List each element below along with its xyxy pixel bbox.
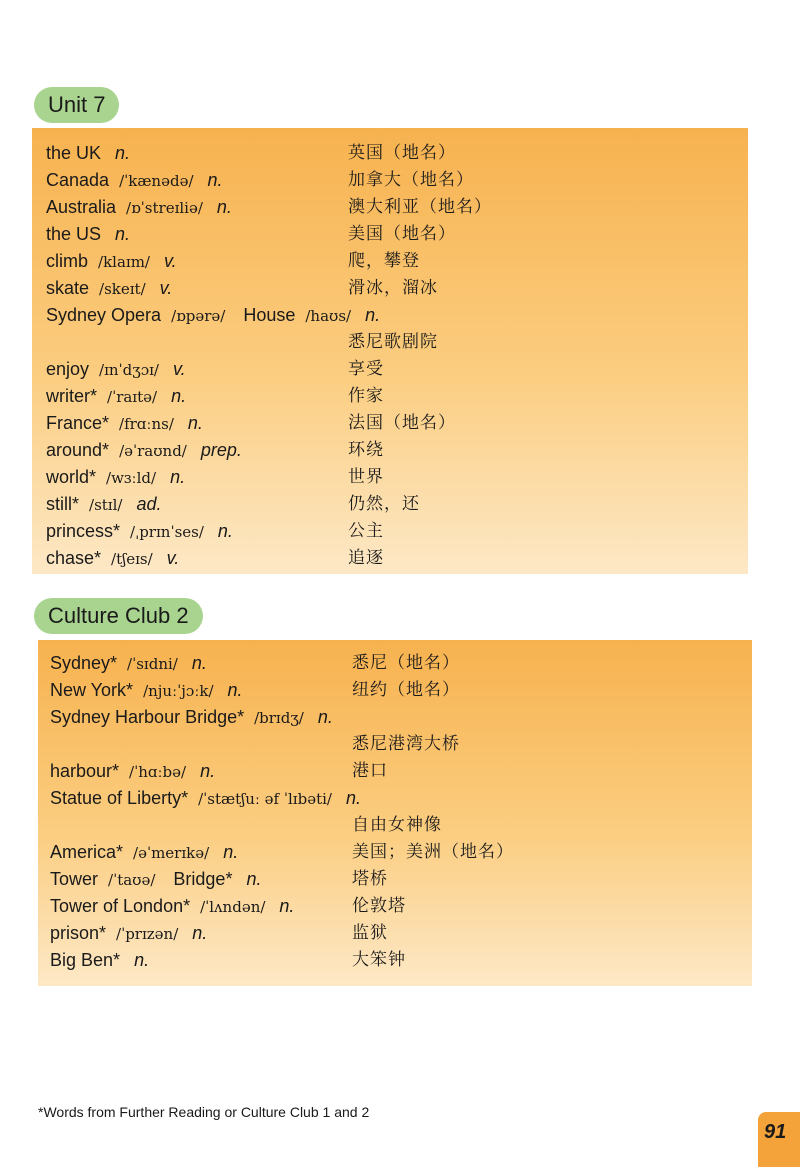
vocab-row (32, 518, 748, 545)
vocab-english (46, 221, 130, 248)
vocab-word: Tower of London* (50, 896, 191, 916)
vocab-english (50, 893, 294, 921)
vocab-chinese: 作家 (348, 386, 384, 406)
vocab-phonetic: /ˈraɪtə/ (107, 388, 158, 406)
vocab-chinese: 美国（地名） (348, 224, 456, 244)
vocab-phonetic: /ˌprɪnˈses/ (130, 523, 204, 541)
vocab-english (50, 650, 207, 678)
vocab-part-of-speech: n. (187, 413, 203, 433)
vocab-row (38, 704, 752, 754)
vocab-word: prison* (50, 923, 107, 943)
vocab-word: Sydney Harbour Bridge* (50, 707, 245, 727)
vocab-part-of-speech: n. (223, 842, 239, 862)
vocab-phonetic: /skeɪt/ (99, 280, 146, 298)
vocab-english (46, 518, 233, 546)
vocab-english (46, 302, 380, 330)
vocab-part-of-speech: n. (365, 305, 381, 325)
vocab-word: the US (46, 224, 102, 244)
vocab-chinese: 英国（地名） (348, 143, 456, 163)
vocab-chinese: 爬，攀登 (348, 251, 420, 271)
vocab-english (46, 464, 185, 492)
vocab-part-of-speech: v. (173, 359, 186, 379)
vocab-word: America* (50, 842, 124, 862)
vocab-part-of-speech: n. (246, 869, 262, 889)
vocab-chinese: 美国；美洲（地名） (352, 842, 514, 862)
vocab-part-of-speech: n. (200, 761, 216, 781)
vocab-part-of-speech: n. (115, 224, 131, 244)
vocab-word: harbour* (50, 761, 120, 781)
vocab-chinese: 滑冰，溜冰 (348, 278, 438, 298)
vocab-word: Sydney* (50, 653, 118, 673)
vocab-chinese: 纽约（地名） (352, 680, 460, 700)
section-title-unit-7: Unit 7 (34, 87, 119, 123)
vocab-word: princess* (46, 521, 121, 541)
vocab-word: Big Ben* (50, 950, 121, 970)
vocab-part-of-speech: n. (191, 653, 207, 673)
vocab-part-of-speech: v. (166, 548, 180, 568)
vocab-chinese: 悉尼歌剧院 (348, 332, 438, 352)
vocab-english (50, 785, 361, 813)
vocab-part-of-speech: n. (317, 707, 333, 727)
vocab-chinese: 伦敦塔 (352, 896, 406, 916)
vocab-english (46, 167, 223, 195)
vocab-word: New York* (50, 680, 134, 700)
vocab-phonetic: /ɪnˈdʒɔɪ/ (99, 361, 159, 379)
vocab-part-of-speech: ad. (136, 494, 162, 514)
vocab-phonetic: /tʃeɪs/ (111, 550, 153, 568)
vocab-part-of-speech: prep. (200, 440, 242, 460)
vocab-word-continued: Bridge* (173, 869, 233, 889)
vocab-part-of-speech: n. (279, 896, 295, 916)
vocab-chinese: 仍然，还 (348, 494, 420, 514)
vocab-word: climb (46, 251, 89, 271)
vocab-english (46, 140, 130, 167)
vocab-phonetic: /njuːˈjɔːk/ (143, 682, 214, 700)
vocab-part-of-speech: n. (171, 386, 187, 406)
vocab-row (32, 140, 748, 167)
vocab-english (46, 545, 179, 573)
vocab-row (38, 677, 752, 704)
vocab-chinese: 自由女神像 (352, 815, 442, 835)
section-title-culture-club-2: Culture Club 2 (34, 598, 203, 634)
vocab-phonetic: /brɪdʒ/ (254, 709, 304, 727)
vocab-phonetic: /ˈsɪdni/ (127, 655, 178, 673)
vocab-row (32, 437, 748, 464)
vocab-row (32, 545, 748, 572)
vocab-row (38, 758, 752, 785)
vocab-row (32, 248, 748, 275)
vocab-phonetic: /əˈraʊnd/ (119, 442, 187, 460)
vocab-part-of-speech: n. (216, 197, 232, 217)
vocab-row (38, 920, 752, 947)
vocab-word: Canada (46, 170, 110, 190)
vocab-english (46, 275, 172, 303)
vocab-chinese: 悉尼港湾大桥 (352, 734, 460, 754)
vocab-phonetic: /ɒˈstreɪliə/ (126, 199, 203, 217)
footnote: *Words from Further Reading or Culture Club 1 and 2 (38, 1104, 370, 1120)
vocab-row (32, 491, 748, 518)
vocab-row (38, 839, 752, 866)
vocab-row (32, 410, 748, 437)
vocab-part-of-speech: v. (163, 251, 177, 271)
vocab-row (38, 650, 752, 677)
vocab-english (50, 866, 261, 894)
vocab-english (46, 491, 161, 519)
vocab-phonetic: /ˈkænədə/ (119, 172, 194, 190)
vocab-row (32, 302, 748, 352)
vocab-row (32, 275, 748, 302)
vocab-word: the UK (46, 143, 102, 163)
vocab-phonetic: /ˈhɑːbə/ (129, 763, 187, 781)
vocabulary-box-culture-club-2 (38, 640, 752, 986)
vocab-phonetic: /stɪl/ (89, 496, 123, 514)
vocab-phonetic: /ˈstætʃuː əf ˈlɪbəti/ (198, 790, 332, 808)
vocab-chinese: 加拿大（地名） (348, 170, 474, 190)
vocab-word-continued: House (243, 305, 296, 325)
vocab-word: skate (46, 278, 90, 298)
vocab-phonetic: /ɒpərə/ (171, 307, 226, 325)
vocab-part-of-speech: n. (207, 170, 223, 190)
vocab-row (32, 383, 748, 410)
vocab-word: world* (46, 467, 97, 487)
vocab-row (38, 947, 752, 974)
vocab-chinese: 塔桥 (352, 869, 388, 889)
vocab-english (50, 677, 243, 705)
vocab-word: chase* (46, 548, 102, 568)
vocab-english (46, 437, 242, 465)
vocab-phonetic: /wɜːld/ (106, 469, 157, 487)
vocab-row (38, 893, 752, 920)
vocab-english (46, 248, 177, 276)
vocab-part-of-speech: n. (192, 923, 208, 943)
vocab-word: France* (46, 413, 110, 433)
vocab-row (32, 194, 748, 221)
vocab-row (32, 464, 748, 491)
vocab-chinese: 法国（地名） (348, 413, 456, 433)
vocab-english (50, 839, 238, 867)
vocab-chinese: 公主 (348, 521, 384, 541)
vocab-row (32, 167, 748, 194)
vocab-chinese: 港口 (352, 761, 388, 781)
vocab-word: Tower (50, 869, 99, 889)
vocabulary-box-unit-7 (32, 128, 748, 574)
vocab-part-of-speech: n. (227, 680, 243, 700)
vocab-english (46, 356, 186, 384)
vocab-english (50, 947, 149, 974)
vocab-word: Australia (46, 197, 117, 217)
vocab-row (32, 221, 748, 248)
vocab-row (38, 785, 752, 835)
vocab-chinese: 环绕 (348, 440, 384, 460)
vocab-english (50, 758, 215, 786)
vocab-phonetic: /ˈlʌndən/ (200, 898, 266, 916)
vocab-english (46, 194, 232, 222)
vocab-chinese: 澳大利亚（地名） (348, 197, 492, 217)
vocab-phonetic: /klaɪm/ (98, 253, 150, 271)
vocab-phonetic-continued: /haʊs/ (305, 307, 352, 325)
vocab-word: around* (46, 440, 110, 460)
vocab-english (46, 383, 186, 411)
vocab-chinese: 监狱 (352, 923, 388, 943)
vocab-part-of-speech: v. (159, 278, 173, 298)
vocab-english (50, 920, 207, 948)
vocab-phonetic: /əˈmerɪkə/ (133, 844, 210, 862)
page-number: 91 (764, 1121, 787, 1143)
vocab-phonetic: /frɑːns/ (119, 415, 174, 433)
vocab-chinese: 享受 (348, 359, 384, 379)
vocab-part-of-speech: n. (217, 521, 233, 541)
vocab-part-of-speech: n. (115, 143, 131, 163)
vocab-part-of-speech: n. (170, 467, 186, 487)
vocab-word: enjoy (46, 359, 90, 379)
vocab-phonetic: /ˈtaʊə/ (108, 871, 156, 889)
vocab-chinese: 世界 (348, 467, 384, 487)
vocab-word: Statue of Liberty* (50, 788, 189, 808)
vocab-english (50, 704, 333, 732)
vocab-chinese: 大笨钟 (352, 950, 406, 970)
vocab-phonetic: /ˈprɪzən/ (116, 925, 179, 943)
vocab-part-of-speech: n. (134, 950, 150, 970)
vocab-row (38, 866, 752, 893)
vocab-row (32, 356, 748, 383)
vocab-word: still* (46, 494, 80, 514)
vocab-word: Sydney Opera (46, 305, 162, 325)
vocab-part-of-speech: n. (345, 788, 361, 808)
vocab-word: writer* (46, 386, 98, 406)
vocab-chinese: 悉尼（地名） (352, 653, 460, 673)
vocab-chinese: 追逐 (348, 548, 384, 568)
vocab-english (46, 410, 203, 438)
